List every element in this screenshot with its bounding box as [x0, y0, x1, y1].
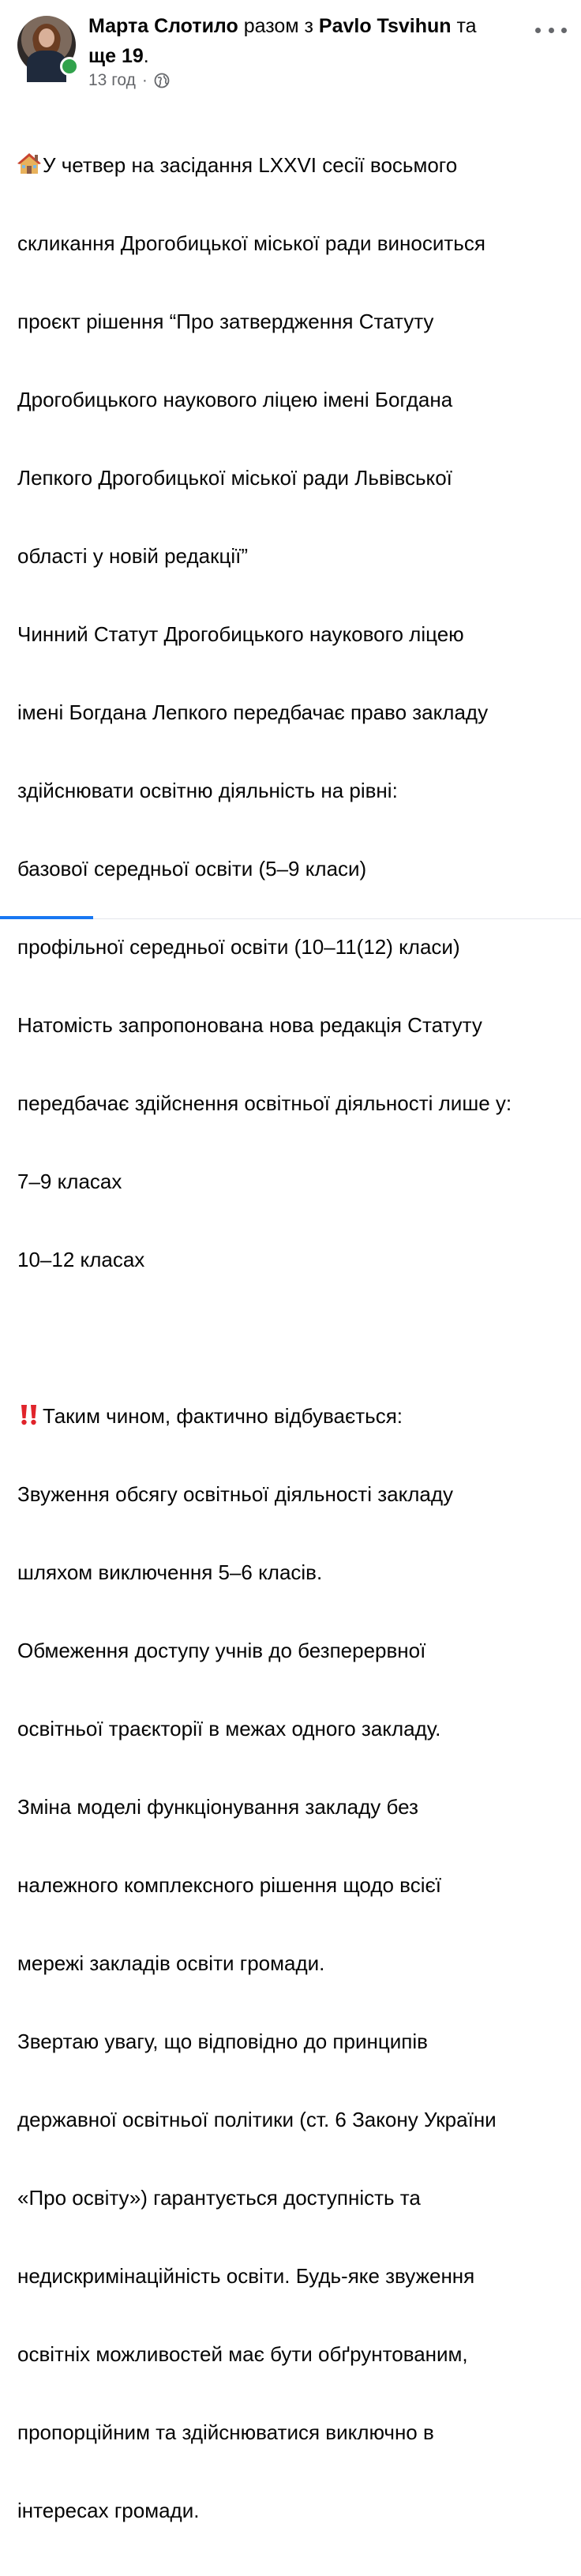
avatar-face: [39, 28, 54, 47]
post-time[interactable]: 13 год: [88, 71, 136, 89]
post-line: Чинний Статут Дрогобицького наукового ліцею: [17, 622, 464, 646]
post-line: [17, 152, 578, 178]
house-icon: [17, 152, 41, 175]
post-line: освітніх можливостей має бути обґрунтованим,: [17, 2342, 468, 2366]
author-name[interactable]: Марта Слотило: [88, 15, 238, 37]
post-line: 10–12 класах: [17, 1248, 145, 1271]
post-line: Звуження обсягу освітньої діяльності закладу: [17, 1482, 454, 1506]
scroll-indicator: [0, 916, 93, 919]
author-line: [88, 11, 530, 71]
post-line-text: У четвер на засідання LXXVI сесії восьмого: [43, 153, 458, 177]
post-line: базової середньої освіти (5–9 класи): [17, 857, 367, 881]
online-status-icon: [60, 57, 79, 76]
more-dots-icon: [561, 28, 567, 33]
more-options-button[interactable]: [535, 19, 567, 41]
post-text: [17, 100, 578, 2576]
post-line: профільної середньої освіти (10–11(12) класи): [17, 935, 460, 959]
post-line: Звертаю увагу, що відповідно до принципів: [17, 2030, 428, 2053]
double-exclamation-icon: [17, 1403, 41, 1425]
post-line: інтересах громади.: [17, 2499, 200, 2522]
post-line: мережі закладів освіти громади.: [17, 1951, 325, 1975]
post-line: Дрогобицького наукового ліцею імені Богдана: [17, 388, 453, 411]
globe-icon[interactable]: [154, 73, 170, 88]
meta-separator: ·: [141, 71, 148, 89]
and-text: та: [456, 15, 477, 37]
post-blank-line: [17, 1325, 578, 1351]
period: .: [143, 45, 149, 67]
post-line: передбачає здійснення освітньої діяльності лише у:: [17, 1091, 512, 1115]
post-line: «Про освіту») гарантується доступність та: [17, 2186, 421, 2210]
post-line: недискримінаційність освіти. Будь-яке звуження: [17, 2264, 475, 2288]
post-line: скликання Дрогобицької міської ради виноситься: [17, 231, 485, 255]
others-link[interactable]: ще 19: [88, 45, 144, 67]
post-line: здійснювати освітню діяльність на рівні:: [17, 779, 398, 802]
post-line: пропорційним та здійснюватися виключно в: [17, 2420, 434, 2444]
post-line: Лепкого Дрогобицької міської ради Львівської: [17, 466, 452, 490]
post-line: імені Богдана Лепкого передбачає право закладу: [17, 700, 489, 724]
with-text: разом з: [243, 15, 313, 37]
post-line: проєкт рішення “Про затвердження Статуту: [17, 310, 434, 333]
post-header: [0, 0, 581, 98]
tagged-user[interactable]: Pavlo Tsvihun: [318, 15, 452, 37]
post-line: області у новій редакції”: [17, 544, 249, 568]
post-meta: [88, 69, 170, 92]
post-line: [17, 1403, 578, 1429]
more-dots-icon: [535, 28, 541, 33]
post-line: шляхом виключення 5–6 класів.: [17, 1560, 323, 1584]
post-line: Натомість запропонована нова редакція Статуту: [17, 1013, 482, 1037]
post-line: Зміна моделі функціонування закладу без: [17, 1795, 418, 1819]
post-line: 7–9 класах: [17, 1170, 122, 1193]
post-line: освітньої траєкторії в межах одного закладу.: [17, 1717, 441, 1740]
more-dots-icon: [549, 28, 554, 33]
post-line-text: Таким чином, фактично відбувається:: [43, 1404, 403, 1428]
post-line: державної освітньої політики (ст. 6 Закону України: [17, 2108, 497, 2131]
post-line: належного комплексного рішення щодо всієї: [17, 1873, 441, 1897]
post-line: Обмеження доступу учнів до безперервної: [17, 1639, 426, 1662]
